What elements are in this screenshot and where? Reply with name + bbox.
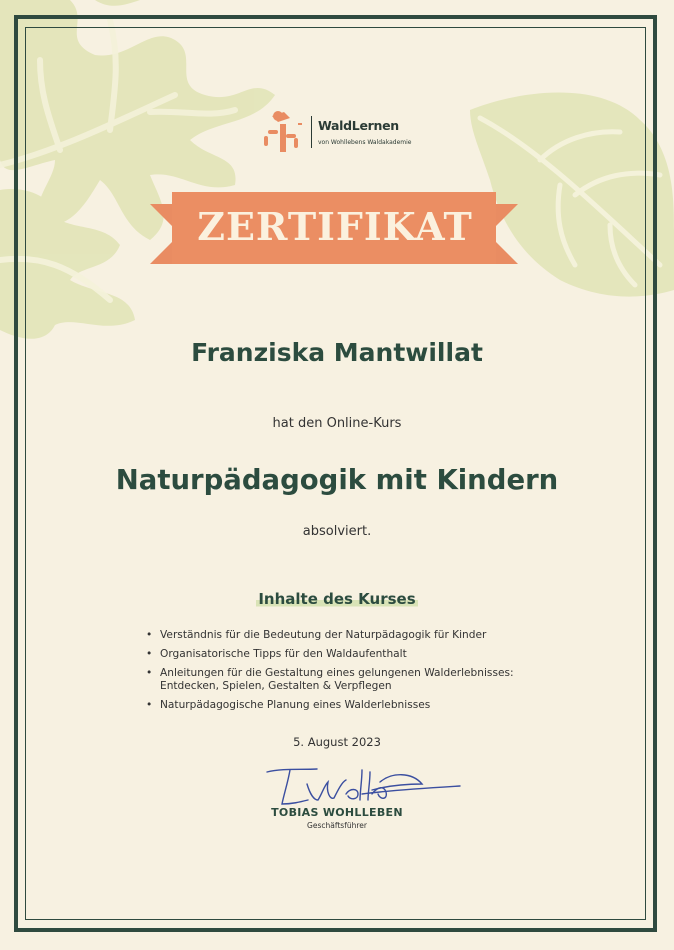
list-item	[146, 699, 566, 712]
list-item	[146, 648, 566, 661]
logo-tagline: von Wohllebens Waldakademie	[318, 139, 412, 146]
issue-date: 5. August 2023	[293, 735, 381, 749]
signature	[262, 764, 462, 808]
list-item	[146, 667, 566, 693]
list-item-text: Anleitungen für die Gestaltung eines gelungenen Walderlebnisses:	[160, 667, 514, 679]
recipient-name: Franziska Mantwillat	[191, 338, 483, 367]
logo-divider	[311, 116, 312, 148]
signer-role: Geschäftsführer	[307, 821, 367, 830]
list-item-text: Naturpädagogische Planung eines Walderlebnisses	[160, 699, 431, 711]
list-item-text-continued: Entdecken, Spielen, Gestalten & Verpflegen	[160, 680, 392, 692]
signer-name: TOBIAS WOHLLEBEN	[271, 806, 403, 819]
logo-name: WaldLernen	[318, 118, 399, 133]
bullet: •	[146, 648, 153, 660]
contents-list	[146, 629, 566, 718]
list-item-text: Verständnis für die Bedeutung der Naturpädagogik für Kinder	[160, 629, 487, 641]
contents-heading-text: Inhalte des Kurses	[258, 590, 416, 608]
course-title: Naturpädagogik mit Kindern	[115, 464, 559, 496]
list-item-text: Organisatorische Tipps für den Waldaufenthalt	[160, 648, 407, 660]
list-item	[146, 629, 566, 642]
contents-heading	[0, 590, 674, 608]
bullet: •	[146, 699, 153, 711]
bullet: •	[146, 629, 153, 641]
completion-phrase: absolviert.	[302, 524, 372, 539]
bullet: •	[146, 667, 153, 679]
certificate-title: ZERTIFIKAT	[197, 204, 473, 249]
intro-phrase: hat den Online-Kurs	[272, 416, 402, 431]
